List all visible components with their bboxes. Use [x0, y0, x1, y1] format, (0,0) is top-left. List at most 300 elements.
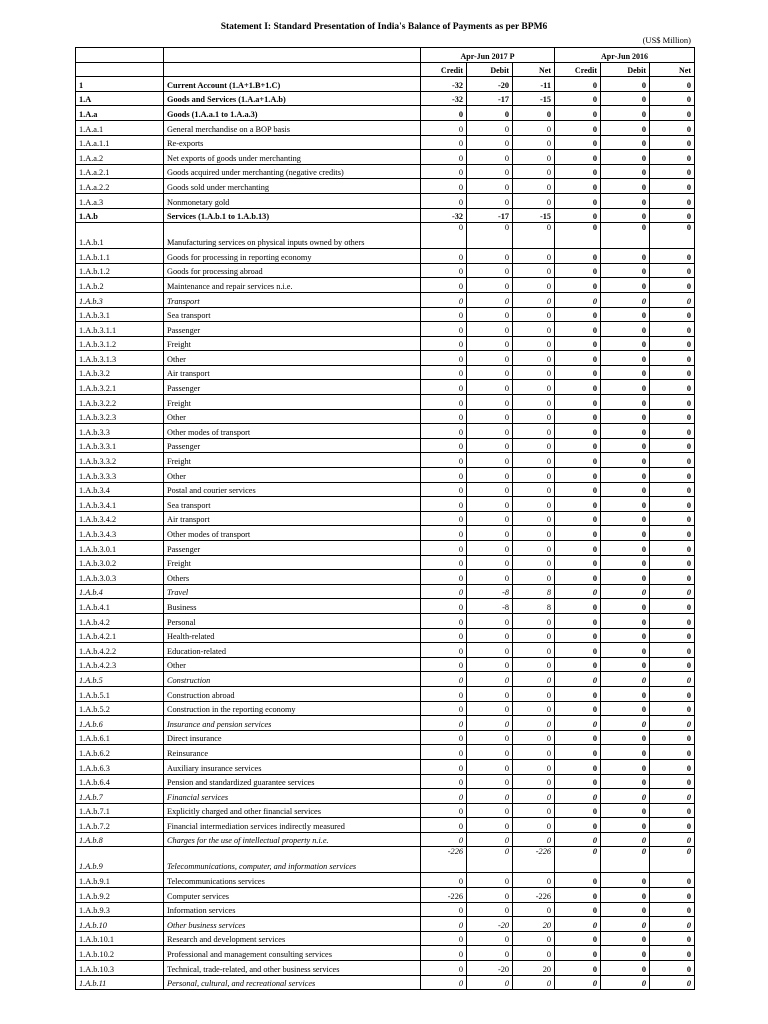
cell-net-previous: 0 — [650, 730, 695, 745]
cell-net-current: 0 — [513, 541, 555, 556]
table-row — [76, 643, 695, 658]
cell-credit-previous: 0 — [555, 745, 601, 760]
period-header-current: Apr-Jun 2017 P — [421, 48, 555, 63]
cell-net-previous: 0 — [650, 832, 695, 847]
cell-net-previous: 0 — [650, 975, 695, 990]
cell-net-previous: 0 — [650, 164, 695, 179]
table-row — [76, 555, 695, 570]
cell-net-previous: 0 — [650, 555, 695, 570]
cell-debit-previous: 0 — [601, 526, 650, 541]
cell-credit-previous: 0 — [555, 613, 601, 628]
cell-credit-current: 0 — [421, 975, 467, 990]
cell-credit-previous: 0 — [555, 292, 601, 307]
cell-credit-previous: 0 — [555, 570, 601, 585]
cell-credit-current: 0 — [421, 135, 467, 150]
table-row — [76, 278, 695, 293]
cell-net-previous: 0 — [650, 570, 695, 585]
cell-debit-current: 0 — [467, 150, 513, 165]
row-code: 1.A.b.3.1 — [76, 307, 164, 322]
cell-credit-previous: 0 — [555, 873, 601, 888]
cell-debit-current: -20 — [467, 77, 513, 92]
cell-net-previous: 0 — [650, 701, 695, 716]
cell-net-previous: 0 — [650, 395, 695, 410]
cell-debit-previous: 0 — [601, 179, 650, 194]
cell-debit-previous: 0 — [601, 847, 650, 873]
cell-debit-current: 0 — [467, 120, 513, 135]
cell-credit-previous: 0 — [555, 657, 601, 672]
cell-debit-previous: 0 — [601, 628, 650, 643]
row-code: 1.A.b.7.1 — [76, 803, 164, 818]
cell-net-current: 0 — [513, 453, 555, 468]
cell-net-previous: 0 — [650, 438, 695, 453]
cell-debit-current: 0 — [467, 336, 513, 351]
row-code: 1.A.b.4.2.1 — [76, 628, 164, 643]
row-code: 1.A.a.2.2 — [76, 179, 164, 194]
row-code: 1.A.a.3 — [76, 193, 164, 208]
cell-debit-current: 0 — [467, 628, 513, 643]
table-row — [76, 497, 695, 512]
cell-net-previous: 0 — [650, 77, 695, 92]
row-code: 1.A.b.3.3.3 — [76, 468, 164, 483]
period-header-row — [76, 48, 695, 63]
cell-net-current: 0 — [513, 570, 555, 585]
cell-net-previous: 0 — [650, 902, 695, 917]
row-code: 1.A.a.2.1 — [76, 164, 164, 179]
table-row — [76, 193, 695, 208]
cell-debit-current: 0 — [467, 946, 513, 961]
cell-credit-previous: 0 — [555, 179, 601, 194]
cell-net-current: 0 — [513, 946, 555, 961]
cell-net-current: -15 — [513, 91, 555, 106]
row-code: 1.A.b.3.2 — [76, 365, 164, 380]
row-code: 1.A.b.7 — [76, 789, 164, 804]
cell-net-current: 0 — [513, 789, 555, 804]
cell-debit-current: 0 — [467, 832, 513, 847]
cell-net-current: 0 — [513, 628, 555, 643]
cell-net-current: -226 — [513, 888, 555, 903]
cell-debit-current: 0 — [467, 730, 513, 745]
cell-credit-current: 0 — [421, 628, 467, 643]
table-row — [76, 164, 695, 179]
cell-debit-current: -20 — [467, 961, 513, 976]
cell-net-current: 0 — [513, 716, 555, 731]
table-row — [76, 409, 695, 424]
row-description: Information services — [164, 902, 421, 917]
cell-credit-current: 0 — [421, 497, 467, 512]
cell-net-previous: 0 — [650, 511, 695, 526]
table-row — [76, 336, 695, 351]
cell-net-previous: 0 — [650, 526, 695, 541]
cell-net-current: 0 — [513, 526, 555, 541]
cell-debit-previous: 0 — [601, 135, 650, 150]
cell-credit-previous: 0 — [555, 278, 601, 293]
cell-debit-previous: 0 — [601, 497, 650, 512]
cell-debit-previous: 0 — [601, 946, 650, 961]
cell-credit-current: -226 — [421, 847, 467, 873]
row-code: 1.A.b.2 — [76, 278, 164, 293]
cell-debit-current: 0 — [467, 873, 513, 888]
row-description: Maintenance and repair services n.i.e. — [164, 278, 421, 293]
cell-debit-previous: 0 — [601, 438, 650, 453]
table-row — [76, 292, 695, 307]
cell-debit-current: 0 — [467, 263, 513, 278]
cell-debit-previous: 0 — [601, 336, 650, 351]
table-row — [76, 686, 695, 701]
cell-net-previous: 0 — [650, 917, 695, 932]
table-row — [76, 657, 695, 672]
row-code: 1.A.b.3.2.2 — [76, 395, 164, 410]
cell-credit-previous: 0 — [555, 541, 601, 556]
cell-net-previous: 0 — [650, 292, 695, 307]
col-net-previous: Net — [650, 62, 695, 77]
table-row — [76, 526, 695, 541]
table-row — [76, 365, 695, 380]
cell-credit-current: 0 — [421, 902, 467, 917]
header-blank-desc-2 — [164, 62, 421, 77]
cell-net-previous: 0 — [650, 380, 695, 395]
cell-credit-previous: 0 — [555, 91, 601, 106]
cell-debit-previous: 0 — [601, 409, 650, 424]
cell-debit-current: 0 — [467, 789, 513, 804]
cell-net-previous: 0 — [650, 873, 695, 888]
cell-credit-current: 0 — [421, 541, 467, 556]
col-net-current: Net — [513, 62, 555, 77]
cell-debit-previous: 0 — [601, 873, 650, 888]
cell-net-current: 0 — [513, 322, 555, 337]
cell-debit-current: 0 — [467, 395, 513, 410]
row-description: Other — [164, 657, 421, 672]
cell-credit-previous: 0 — [555, 106, 601, 121]
cell-debit-current: 0 — [467, 482, 513, 497]
row-description: Explicitly charged and other financial services — [164, 803, 421, 818]
bop-table-body — [76, 77, 695, 990]
cell-credit-previous: 0 — [555, 803, 601, 818]
cell-credit-current: 0 — [421, 322, 467, 337]
table-row — [76, 818, 695, 833]
table-row — [76, 135, 695, 150]
table-row — [76, 541, 695, 556]
cell-net-previous: 0 — [650, 453, 695, 468]
cell-net-current: 0 — [513, 409, 555, 424]
cell-credit-previous: 0 — [555, 468, 601, 483]
cell-debit-previous: 0 — [601, 643, 650, 658]
cell-net-current: 0 — [513, 179, 555, 194]
row-description: Air transport — [164, 511, 421, 526]
cell-net-current: 0 — [513, 643, 555, 658]
cell-credit-previous: 0 — [555, 120, 601, 135]
row-code: 1.A.b.4.2 — [76, 613, 164, 628]
row-code: 1.A.b.3.4.2 — [76, 511, 164, 526]
cell-net-current: 0 — [513, 818, 555, 833]
cell-debit-current: 0 — [467, 497, 513, 512]
table-row — [76, 975, 695, 990]
cell-debit-previous: 0 — [601, 657, 650, 672]
cell-net-current: 0 — [513, 657, 555, 672]
row-description: Postal and courier services — [164, 482, 421, 497]
row-description: Air transport — [164, 365, 421, 380]
cell-credit-current: 0 — [421, 946, 467, 961]
cell-debit-previous: 0 — [601, 803, 650, 818]
table-row — [76, 150, 695, 165]
cell-debit-previous: 0 — [601, 832, 650, 847]
table-row — [76, 847, 695, 873]
cell-debit-previous: 0 — [601, 541, 650, 556]
cell-debit-current: 0 — [467, 555, 513, 570]
cell-net-previous: 0 — [650, 613, 695, 628]
table-row — [76, 208, 695, 223]
cell-net-current: 0 — [513, 701, 555, 716]
cell-net-previous: 0 — [650, 223, 695, 249]
cell-credit-previous: 0 — [555, 223, 601, 249]
table-row — [76, 716, 695, 731]
cell-credit-previous: 0 — [555, 701, 601, 716]
cell-debit-current: 0 — [467, 453, 513, 468]
cell-net-current: 0 — [513, 672, 555, 687]
cell-credit-current: 0 — [421, 774, 467, 789]
row-code: 1.A.b.10.1 — [76, 931, 164, 946]
cell-credit-previous: 0 — [555, 482, 601, 497]
row-code: 1.A.b.3.0.2 — [76, 555, 164, 570]
cell-credit-previous: 0 — [555, 847, 601, 873]
row-description: Construction — [164, 672, 421, 687]
cell-net-current: 0 — [513, 759, 555, 774]
table-row — [76, 120, 695, 135]
row-code: 1.A.b.9.3 — [76, 902, 164, 917]
cell-debit-current: 0 — [467, 380, 513, 395]
row-description: Research and development services — [164, 931, 421, 946]
bop-table — [75, 47, 695, 990]
row-description: Construction abroad — [164, 686, 421, 701]
cell-net-previous: 0 — [650, 628, 695, 643]
row-description: Goods for processing abroad — [164, 263, 421, 278]
header-blank-code — [76, 48, 164, 63]
row-code: 1.A.a.2 — [76, 150, 164, 165]
cell-credit-current: 0 — [421, 409, 467, 424]
cell-net-previous: 0 — [650, 263, 695, 278]
row-code: 1.A.b.6.4 — [76, 774, 164, 789]
cell-debit-previous: 0 — [601, 424, 650, 439]
row-code: 1.A.b.10.3 — [76, 961, 164, 976]
cell-credit-previous: 0 — [555, 263, 601, 278]
cell-debit-previous: 0 — [601, 730, 650, 745]
cell-net-previous: 0 — [650, 135, 695, 150]
row-description: Financial services — [164, 789, 421, 804]
col-credit-previous: Credit — [555, 62, 601, 77]
row-description: Other — [164, 351, 421, 366]
table-row — [76, 263, 695, 278]
cell-credit-current: 0 — [421, 803, 467, 818]
cell-net-previous: 0 — [650, 106, 695, 121]
cell-debit-current: 0 — [467, 322, 513, 337]
cell-debit-previous: 0 — [601, 106, 650, 121]
row-description: Freight — [164, 453, 421, 468]
row-description: Travel — [164, 584, 421, 599]
cell-credit-current: 0 — [421, 584, 467, 599]
row-description: Direct insurance — [164, 730, 421, 745]
cell-debit-current: -8 — [467, 584, 513, 599]
row-code: 1.A.b.1.2 — [76, 263, 164, 278]
row-code: 1.A.b.6.3 — [76, 759, 164, 774]
row-description: Telecommunications services — [164, 873, 421, 888]
cell-credit-previous: 0 — [555, 336, 601, 351]
table-row — [76, 77, 695, 92]
cell-credit-previous: 0 — [555, 975, 601, 990]
cell-credit-previous: 0 — [555, 931, 601, 946]
row-description: General merchandise on a BOP basis — [164, 120, 421, 135]
cell-debit-previous: 0 — [601, 701, 650, 716]
cell-debit-previous: 0 — [601, 208, 650, 223]
row-description: Other — [164, 409, 421, 424]
cell-credit-current: 0 — [421, 438, 467, 453]
cell-net-current: 0 — [513, 555, 555, 570]
cell-net-current: 0 — [513, 365, 555, 380]
cell-credit-current: 0 — [421, 511, 467, 526]
cell-credit-previous: 0 — [555, 643, 601, 658]
row-description: Transport — [164, 292, 421, 307]
cell-net-current: 0 — [513, 292, 555, 307]
row-description: Education-related — [164, 643, 421, 658]
cell-credit-current: 0 — [421, 789, 467, 804]
table-row — [76, 701, 695, 716]
cell-debit-previous: 0 — [601, 789, 650, 804]
row-description: Other business services — [164, 917, 421, 932]
cell-credit-previous: 0 — [555, 497, 601, 512]
row-code: 1.A.b.4.1 — [76, 599, 164, 614]
cell-credit-previous: 0 — [555, 730, 601, 745]
table-row — [76, 223, 695, 249]
table-row — [76, 380, 695, 395]
cell-net-previous: 0 — [650, 745, 695, 760]
cell-credit-current: 0 — [421, 599, 467, 614]
cell-debit-previous: 0 — [601, 322, 650, 337]
cell-debit-previous: 0 — [601, 223, 650, 249]
row-code: 1.A.b.9 — [76, 847, 164, 873]
cell-net-current: 0 — [513, 150, 555, 165]
row-code: 1.A.b.3.4 — [76, 482, 164, 497]
cell-net-previous: 0 — [650, 150, 695, 165]
row-code: 1.A.b.8 — [76, 832, 164, 847]
cell-credit-previous: 0 — [555, 453, 601, 468]
cell-credit-current: 0 — [421, 686, 467, 701]
cell-net-previous: 0 — [650, 336, 695, 351]
cell-debit-previous: 0 — [601, 716, 650, 731]
cell-debit-current: 0 — [467, 307, 513, 322]
row-code: 1.A.b.3.0.1 — [76, 541, 164, 556]
cell-debit-current: 0 — [467, 223, 513, 249]
row-description: Passenger — [164, 322, 421, 337]
cell-debit-previous: 0 — [601, 745, 650, 760]
row-description: Other — [164, 468, 421, 483]
row-code: 1.A.b.3.3 — [76, 424, 164, 439]
row-code: 1.A.b.3.4.3 — [76, 526, 164, 541]
cell-credit-current: 0 — [421, 745, 467, 760]
row-description: Professional and management consulting services — [164, 946, 421, 961]
cell-net-previous: 0 — [650, 847, 695, 873]
cell-debit-current: 0 — [467, 164, 513, 179]
cell-net-current: 0 — [513, 803, 555, 818]
table-row — [76, 931, 695, 946]
row-code: 1.A.a — [76, 106, 164, 121]
cell-net-previous: 0 — [650, 208, 695, 223]
cell-debit-current: 0 — [467, 438, 513, 453]
table-row — [76, 672, 695, 687]
cell-debit-current: 0 — [467, 106, 513, 121]
cell-net-previous: 0 — [650, 657, 695, 672]
row-description: Goods for processing in reporting economy — [164, 249, 421, 264]
cell-debit-current: 0 — [467, 570, 513, 585]
cell-credit-current: 0 — [421, 307, 467, 322]
cell-credit-current: 0 — [421, 193, 467, 208]
row-description: Personal, cultural, and recreational services — [164, 975, 421, 990]
cell-debit-previous: 0 — [601, 818, 650, 833]
row-code: 1.A.b.3 — [76, 292, 164, 307]
row-code: 1.A.a.1 — [76, 120, 164, 135]
cell-net-previous: 0 — [650, 409, 695, 424]
cell-net-current: 0 — [513, 832, 555, 847]
cell-net-previous: 0 — [650, 759, 695, 774]
cell-credit-current: 0 — [421, 961, 467, 976]
cell-credit-current: 0 — [421, 555, 467, 570]
cell-net-current: 0 — [513, 193, 555, 208]
row-code: 1.A.b.4.2.3 — [76, 657, 164, 672]
table-row — [76, 570, 695, 585]
row-description: Goods sold under merchanting — [164, 179, 421, 194]
cell-credit-current: 0 — [421, 106, 467, 121]
table-row — [76, 730, 695, 745]
cell-net-current: 0 — [513, 613, 555, 628]
table-row — [76, 424, 695, 439]
row-description: Goods and Services (1.A.a+1.A.b) — [164, 91, 421, 106]
cell-debit-current: 0 — [467, 902, 513, 917]
row-code: 1.A.b.5.1 — [76, 686, 164, 701]
table-row — [76, 759, 695, 774]
cell-net-current: 20 — [513, 961, 555, 976]
unit-label: (US$ Million) — [642, 35, 691, 45]
cell-net-current: 20 — [513, 917, 555, 932]
cell-debit-previous: 0 — [601, 91, 650, 106]
cell-debit-current: 0 — [467, 672, 513, 687]
row-code: 1.A.b.1.1 — [76, 249, 164, 264]
cell-debit-current: 0 — [467, 759, 513, 774]
cell-credit-previous: 0 — [555, 672, 601, 687]
cell-net-previous: 0 — [650, 278, 695, 293]
cell-debit-previous: 0 — [601, 672, 650, 687]
cell-net-current: 0 — [513, 482, 555, 497]
cell-net-current: 0 — [513, 873, 555, 888]
table-row — [76, 961, 695, 976]
cell-net-previous: 0 — [650, 193, 695, 208]
cell-net-current: 0 — [513, 774, 555, 789]
table-row — [76, 351, 695, 366]
table-row — [76, 832, 695, 847]
cell-credit-current: 0 — [421, 657, 467, 672]
row-code: 1.A.b.6.2 — [76, 745, 164, 760]
cell-net-current: 0 — [513, 380, 555, 395]
table-row — [76, 873, 695, 888]
cell-credit-current: -32 — [421, 208, 467, 223]
cell-debit-previous: 0 — [601, 759, 650, 774]
cell-debit-previous: 0 — [601, 931, 650, 946]
row-code: 1 — [76, 77, 164, 92]
cell-credit-previous: 0 — [555, 628, 601, 643]
row-code: 1.A.b.3.2.1 — [76, 380, 164, 395]
cell-debit-previous: 0 — [601, 150, 650, 165]
cell-net-previous: 0 — [650, 946, 695, 961]
cell-net-current: 0 — [513, 120, 555, 135]
cell-debit-current: 0 — [467, 643, 513, 658]
cell-credit-current: 0 — [421, 832, 467, 847]
cell-debit-previous: 0 — [601, 164, 650, 179]
